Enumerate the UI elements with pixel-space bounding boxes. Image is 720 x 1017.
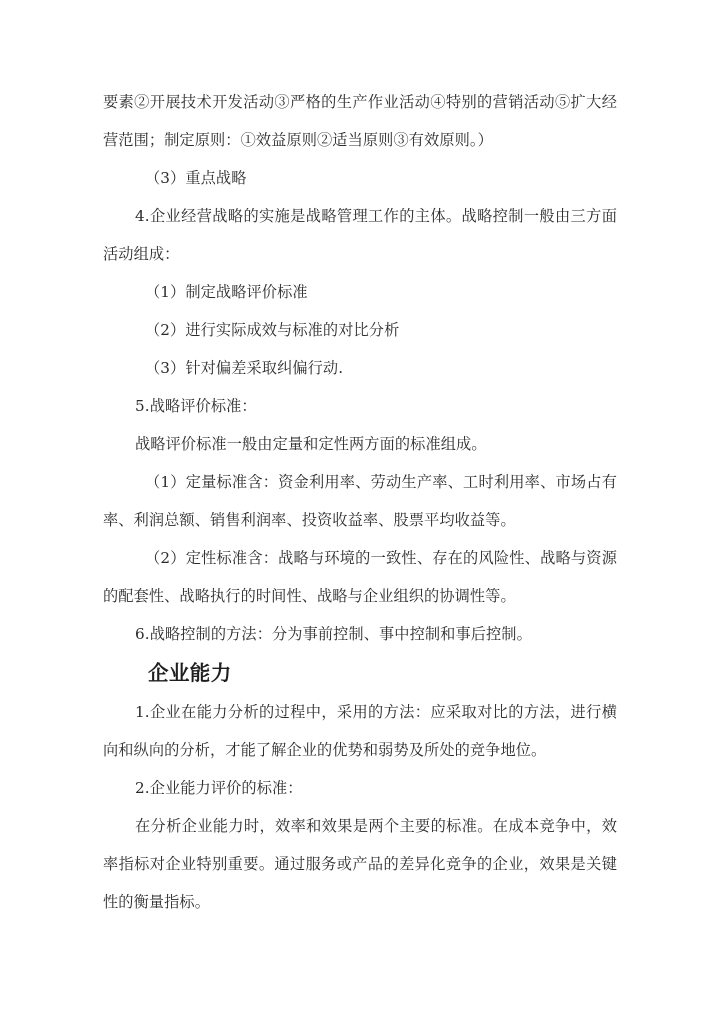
paragraph-item-5-sub-2-qualitative: （2）定性标准含：战略与环境的一致性、存在的风险性、战略与资源的配套性、战略执行的时间性、战略与企业组织的协调性等。: [103, 549, 617, 605]
paragraph-capability-item-1: 1.企业在能力分析的过程中，采用的方法：应采取对比的方法，进行横向和纵向的分析，才能了解企业的优势和弱势及所处的竞争地位。: [103, 703, 617, 759]
paragraph-strategy-elements: 要素②开展技术开发活动③严格的生产作业活动④特别的营销活动⑤扩大经营范围；制定原则：①效益原则②适当原则③有效原则。）: [103, 93, 617, 149]
paragraph-item-5-sub-1-quantitative: （1）定量标准含：资金利用率、劳动生产率、工时利用率、市场占有率、利润总额、销售利润率、投资收益率、股票平均收益等。: [103, 473, 617, 529]
paragraph-item-5-intro: 战略评价标准一般由定量和定性两方面的标准组成。: [135, 435, 487, 453]
paragraph-item-4-sub-1: （1）制定战略评价标准: [145, 283, 308, 301]
paragraph-item-4-implementation: 4.企业经营战略的实施是战略管理工作的主体。战略控制一般由三方面活动组成：: [103, 207, 617, 263]
document-body: [103, 83, 617, 921]
paragraph-capability-item-2: 2.企业能力评价的标准：: [135, 779, 303, 797]
paragraph-item-3-key-strategy: （3）重点战略: [145, 169, 247, 187]
paragraph-item-4-sub-3: （3）针对偏差采取纠偏行动.: [145, 359, 344, 377]
paragraph-capability-item-2-body: 在分析企业能力时，效率和效果是两个主要的标准。在成本竞争中，效率指标对企业特别重要。通过服务或产品的差异化竞争的企业，效果是关键性的衡量指标。: [103, 817, 617, 911]
section-heading-enterprise-capability: 企业能力: [148, 661, 232, 685]
paragraph-item-4-sub-2: （2）进行实际成效与标准的对比分析: [145, 321, 400, 339]
paragraph-item-6-control-methods: 6.战略控制的方法：分为事前控制、事中控制和事后控制。: [135, 625, 532, 643]
paragraph-item-5-evaluation-criteria: 5.战略评价标准：: [135, 397, 257, 415]
